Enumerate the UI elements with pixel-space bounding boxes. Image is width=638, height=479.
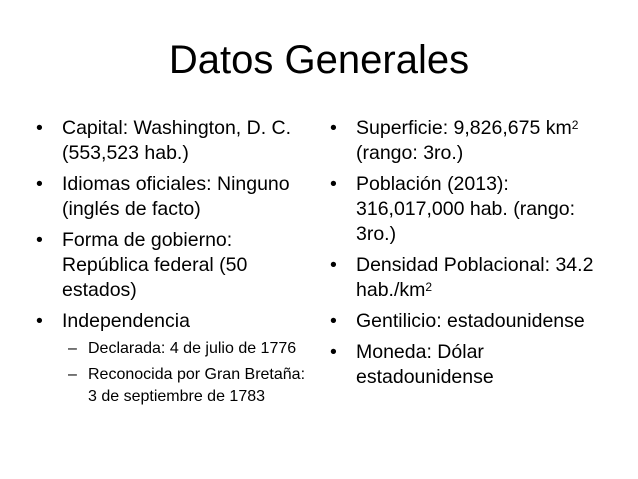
list-item [36, 172, 312, 222]
reconocida-text: Reconocida por Gran Bretaña: 3 de septiembre de 1783 [88, 366, 306, 405]
left-column [36, 116, 312, 414]
independencia-sublist [62, 338, 312, 408]
list-item [330, 253, 620, 303]
sub-list-item [62, 338, 312, 360]
list-item [36, 309, 312, 408]
capital-text: Capital: Washington, D. C. (553,523 hab.) [62, 117, 292, 164]
superficie-rango: (rango: 3ro.) [356, 142, 464, 164]
poblacion-text: Población (2013): 316,017,000 hab. (rango: 3ro.) [356, 173, 576, 245]
declarada-text: Declarada: 4 de julio de 1776 [88, 340, 297, 357]
gobierno-text: Forma de gobierno: República federal (50 estados) [62, 229, 248, 301]
bullet-icon: • [330, 173, 337, 195]
dash-icon: – [68, 366, 77, 383]
list-item [330, 172, 620, 247]
bullet-icon: • [330, 117, 337, 139]
right-bullet-list [330, 116, 620, 390]
list-item [330, 116, 620, 166]
moneda-text: Moneda: Dólar estadounidense [356, 341, 494, 388]
bullet-icon: • [330, 310, 337, 332]
bullet-icon: • [330, 341, 337, 363]
densidad-text: Densidad Poblacional: 34.2 hab./km [356, 254, 594, 301]
left-bullet-list [36, 116, 312, 408]
bullet-icon: • [36, 173, 43, 195]
list-item [36, 116, 312, 166]
independencia-text: Independencia [62, 310, 190, 332]
dash-icon: – [68, 340, 77, 357]
bullet-icon: • [330, 254, 337, 276]
idiomas-text: Idiomas oficiales: Ninguno (inglés de facto) [62, 173, 290, 220]
gentilicio-text: Gentilicio: estadounidense [356, 310, 585, 332]
list-item [36, 228, 312, 303]
list-item [330, 340, 620, 390]
bullet-icon: • [36, 117, 43, 139]
right-column [330, 116, 620, 396]
superficie-text: Superficie: 9,826,675 km [356, 117, 572, 139]
slide-title: Datos Generales [168, 38, 470, 82]
sub-list-item [62, 364, 312, 408]
list-item [330, 309, 620, 334]
bullet-icon: • [36, 229, 43, 251]
superscript: 2 [425, 280, 433, 294]
bullet-icon: • [36, 310, 43, 332]
superscript: 2 [571, 118, 579, 132]
